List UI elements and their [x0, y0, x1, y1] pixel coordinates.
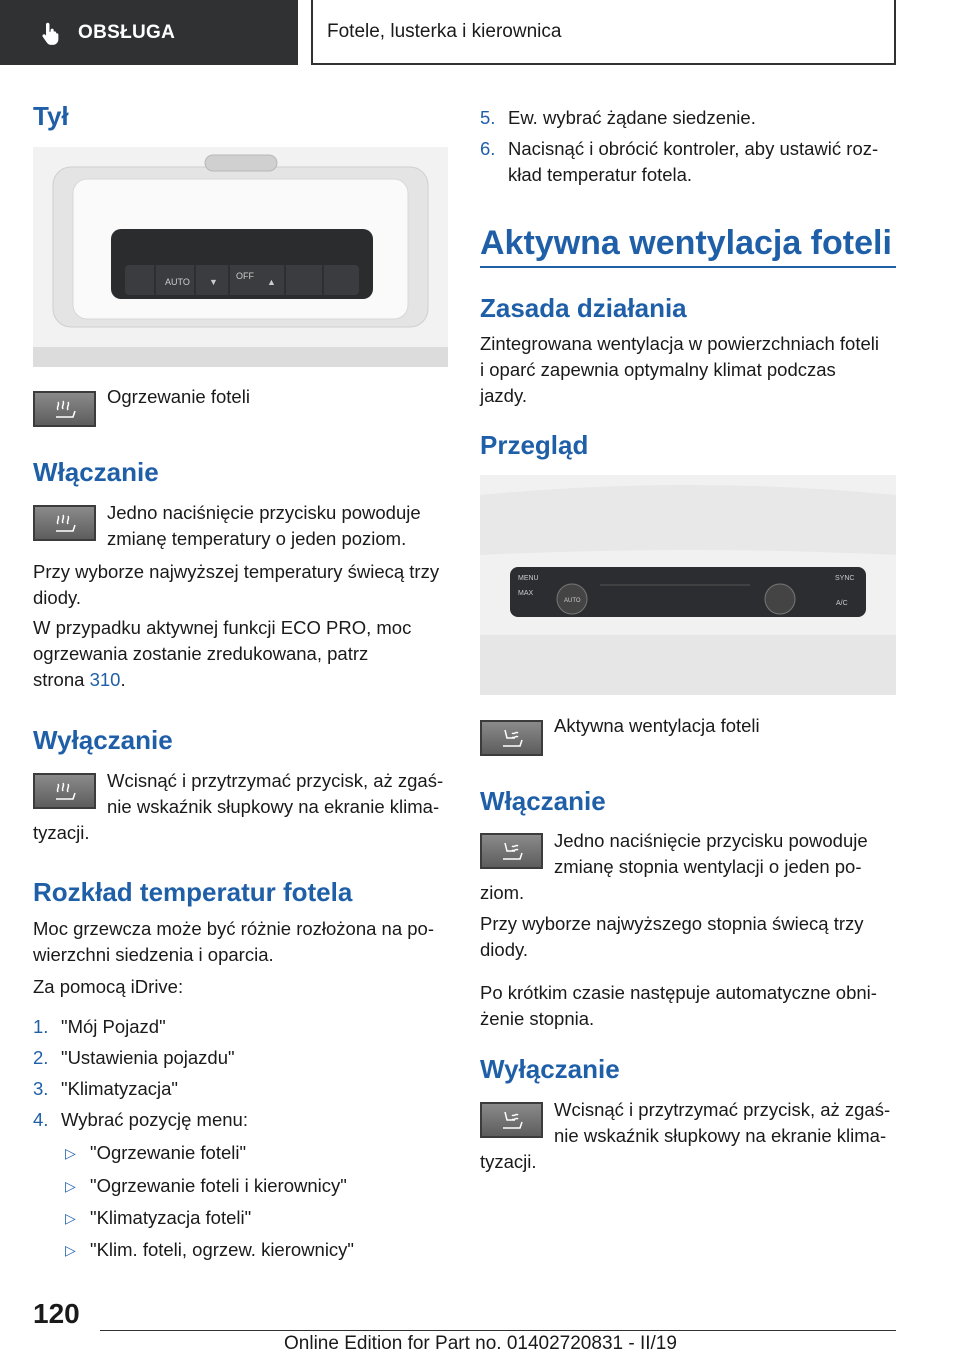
heading-wlaczanie-right: Włączanie	[480, 786, 606, 816]
heading-przeglad: Przegląd	[480, 430, 589, 460]
wyl-right-2: nie wskaźnik słupkowy na ekranie klima-	[554, 1125, 887, 1146]
rozklad-1: Moc grzewcza może być różnie rozłożona na po-	[33, 918, 435, 939]
triangle-bullet-icon: ▷	[65, 1242, 76, 1258]
wyl-left-3: tyzacji.	[33, 822, 90, 843]
seat-heating-caption: Ogrzewanie foteli	[107, 386, 250, 407]
list-num: 6.	[480, 138, 496, 159]
wyl-right-3: tyzacji.	[480, 1151, 537, 1172]
front-climate-console-image	[480, 475, 896, 695]
p-eco-1: W przypadku aktywnej funkcji ECO PRO, moc	[33, 617, 412, 638]
list-text: "Klimatyzacja"	[61, 1078, 178, 1099]
heading-tyl: Tył	[33, 101, 69, 131]
max-right-2: diody.	[480, 939, 528, 960]
wl-right-3: ziom.	[480, 882, 525, 903]
sub-list-text: "Klimatyzacja foteli"	[90, 1207, 252, 1228]
heading-rozklad: Rozkład temperatur fotela	[33, 877, 353, 907]
list-num: 5.	[480, 107, 496, 128]
list-text: Ew. wybrać żądane siedzenie.	[508, 107, 756, 128]
seat-ventilation-button-icon	[480, 833, 543, 869]
svg-text:▲: ▲	[267, 277, 276, 287]
rear-climate-panel-image	[33, 147, 448, 367]
list-text: Wybrać pozycję menu:	[61, 1109, 248, 1130]
list-num: 1.	[33, 1016, 49, 1037]
heading-wlaczanie-left: Włączanie	[33, 457, 159, 487]
list-text: kład temperatur fotela.	[508, 164, 693, 185]
list-text: Nacisnąć i obrócić kontroler, aby ustawić roz-	[508, 138, 879, 159]
seat-ventilation-button-icon	[480, 1102, 543, 1138]
zasada-1: Zintegrowana wentylacja w powierzchniach foteli	[480, 333, 879, 354]
wlaczanie-left-text: Jedno naciśnięcie przycisku powoduje zmianę temperatury o jeden poziom.	[107, 502, 421, 549]
zasada-2: i oparć zapewnia optymalny klimat podczas	[480, 359, 836, 380]
p-max-2: diody.	[33, 587, 81, 608]
list-num: 4.	[33, 1109, 49, 1130]
p-eco-3a: strona	[33, 669, 90, 690]
footer-edition: Online Edition for Part no. 01402720831 - II/19	[284, 1333, 677, 1354]
section-title: Fotele, lusterka i kierownica	[311, 0, 896, 65]
zasada-3: jazdy.	[480, 385, 527, 406]
svg-text:▼: ▼	[209, 277, 218, 287]
hand-pointer-icon	[38, 20, 64, 46]
wyl-left-2: nie wskaźnik słupkowy na ekranie klima-	[107, 796, 440, 817]
max-right-1: Przy wyborze najwyższego stopnia świecą trzy	[480, 913, 864, 934]
heading-wylaczanie-right: Wyłączanie	[480, 1054, 620, 1084]
wyl-right-1: Wcisnąć i przytrzymać przycisk, aż zgaś-	[554, 1099, 891, 1120]
console-sync-label: SYNC	[835, 575, 855, 582]
seat-heating-button-icon	[33, 505, 96, 541]
panel-auto-label: AUTO	[165, 277, 190, 287]
p-eco-3b: .	[120, 669, 126, 690]
header-tab	[0, 0, 298, 65]
p-eco-3	[33, 667, 126, 693]
p-max-1: Przy wyborze najwyższej temperatury świecą trzy	[33, 561, 440, 582]
auto-right-1: Po krótkim czasie następuje automatyczne obni-	[480, 982, 877, 1003]
console-auto-label: AUTO	[564, 598, 581, 604]
rozklad-2: wierzchni siedzenia i oparcia.	[33, 944, 274, 965]
p-eco-2: ogrzewania zostanie zredukowana, patrz	[33, 643, 369, 664]
console-max-label: MAX	[518, 590, 534, 597]
wyl-left-1: Wcisnąć i przytrzymać przycisk, aż zgaś-	[107, 770, 444, 791]
idrive-intro: Za pomocą iDrive:	[33, 976, 184, 997]
triangle-bullet-icon: ▷	[65, 1145, 76, 1161]
seat-ventilation-button-icon	[480, 720, 543, 756]
page-link-310[interactable]: 310	[89, 669, 121, 690]
list-text: "Mój Pojazd"	[61, 1016, 166, 1037]
seat-heating-button-icon	[33, 391, 96, 427]
heading-aktywna-wentylacja: Aktywna wentylacja foteli	[480, 224, 892, 262]
list-num: 2.	[33, 1047, 49, 1068]
list-num: 3.	[33, 1078, 49, 1099]
heading-zasada: Zasada działania	[480, 293, 687, 323]
wl-right-1: Jedno naciśnięcie przycisku powoduje	[554, 830, 868, 851]
auto-right-2: żenie stopnia.	[480, 1008, 595, 1029]
list-text: "Ustawienia pojazdu"	[61, 1047, 235, 1068]
page-number: 120	[33, 1298, 80, 1329]
heading-wylaczanie-left: Wyłączanie	[33, 725, 173, 755]
console-ac-label: A/C	[836, 600, 848, 607]
footer-divider	[100, 1330, 896, 1331]
triangle-bullet-icon: ▷	[65, 1210, 76, 1226]
sub-list-text: "Ogrzewanie foteli"	[90, 1142, 247, 1163]
triangle-bullet-icon: ▷	[65, 1178, 76, 1194]
heading-underline	[480, 266, 896, 268]
console-menu-label: MENU	[518, 575, 539, 582]
header-tab-label: OBSŁUGA	[78, 21, 176, 43]
seat-heating-button-icon	[33, 773, 96, 809]
sub-list-text: "Klim. foteli, ogrzew. kierownicy"	[90, 1239, 354, 1260]
wl-right-2: zmianę stopnia wentylacji o jeden po-	[554, 856, 862, 877]
panel-off-label: OFF	[236, 271, 254, 281]
seat-ventilation-caption: Aktywna wentylacja foteli	[554, 715, 760, 736]
sub-list-text: "Ogrzewanie foteli i kierownicy"	[90, 1175, 347, 1196]
